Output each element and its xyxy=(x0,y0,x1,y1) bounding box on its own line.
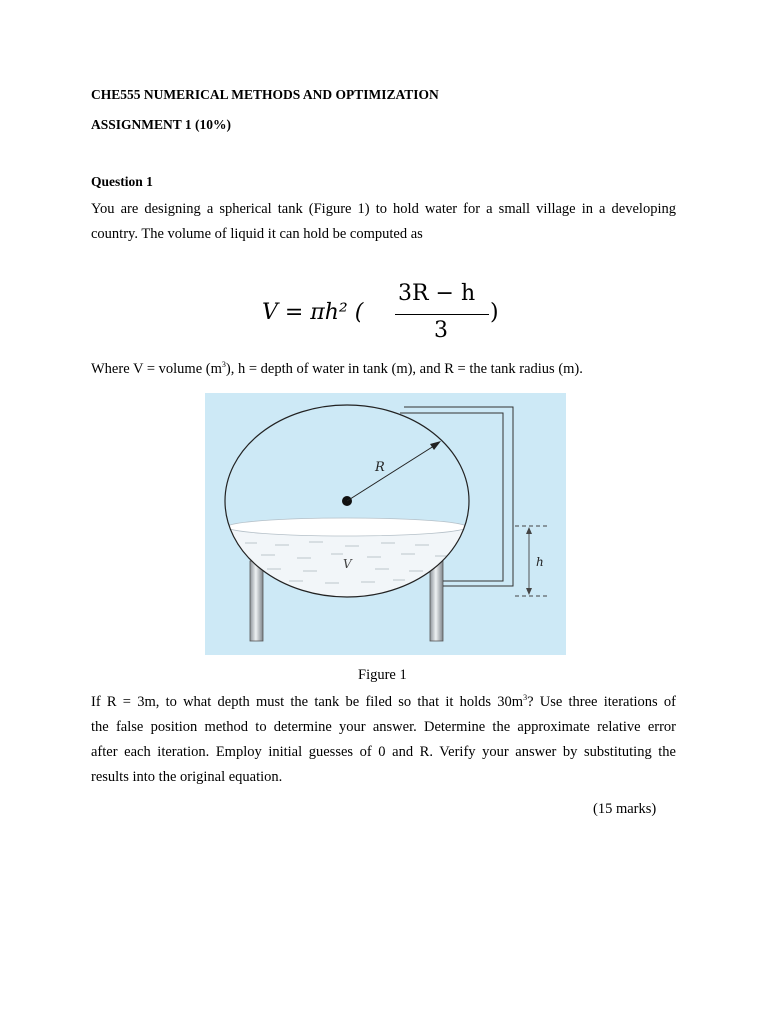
intro-line-1: You are designing a spherical tank (Figure 1) to hold water for a small village in a developing xyxy=(91,201,676,217)
question-intro xyxy=(91,197,676,247)
body-line-3: after each iteration. Employ initial guesses of 0 and R. Verify your answer by substituting the xyxy=(91,744,676,760)
depth-label: h xyxy=(536,555,544,569)
spherical-tank-figure xyxy=(205,393,566,655)
assignment-title: ASSIGNMENT 1 (10%) xyxy=(91,117,232,132)
body-line-4: results into the original equation. xyxy=(91,769,283,785)
equation-right-paren: ) xyxy=(490,300,499,325)
intro-line-2: country. The volume of liquid it can hold be computed as xyxy=(91,226,423,242)
figure-caption: Figure 1 xyxy=(358,667,407,683)
equation-denominator: 3 xyxy=(434,318,448,343)
right-leg xyxy=(430,561,443,641)
equation-lhs: V = πh² ( xyxy=(262,300,364,325)
question-body xyxy=(91,690,676,790)
volume-equation xyxy=(262,278,522,348)
question-heading: Question 1 xyxy=(91,174,153,189)
volume-label: V xyxy=(343,557,352,571)
body-line-2: the false position method to determine your answer. Determine the approximate relative error xyxy=(91,719,676,735)
left-leg xyxy=(250,561,263,641)
radius-label: R xyxy=(375,460,385,475)
fraction-bar xyxy=(395,314,489,315)
variable-definitions: Where V = volume $(m^3)$, h = depth of water in tank (m), and R = the tank radius (m). xyxy=(91,360,583,377)
body-line-1: If R = 3m, to what depth must the tank be filed so that it holds $30m^3$? Use three iterations of xyxy=(91,693,676,710)
marks-label: (15 marks) xyxy=(593,801,657,817)
course-title: CHE555 NUMERICAL METHODS AND OPTIMIZATION xyxy=(91,87,439,102)
equation-numerator: 3R − h xyxy=(398,281,476,306)
